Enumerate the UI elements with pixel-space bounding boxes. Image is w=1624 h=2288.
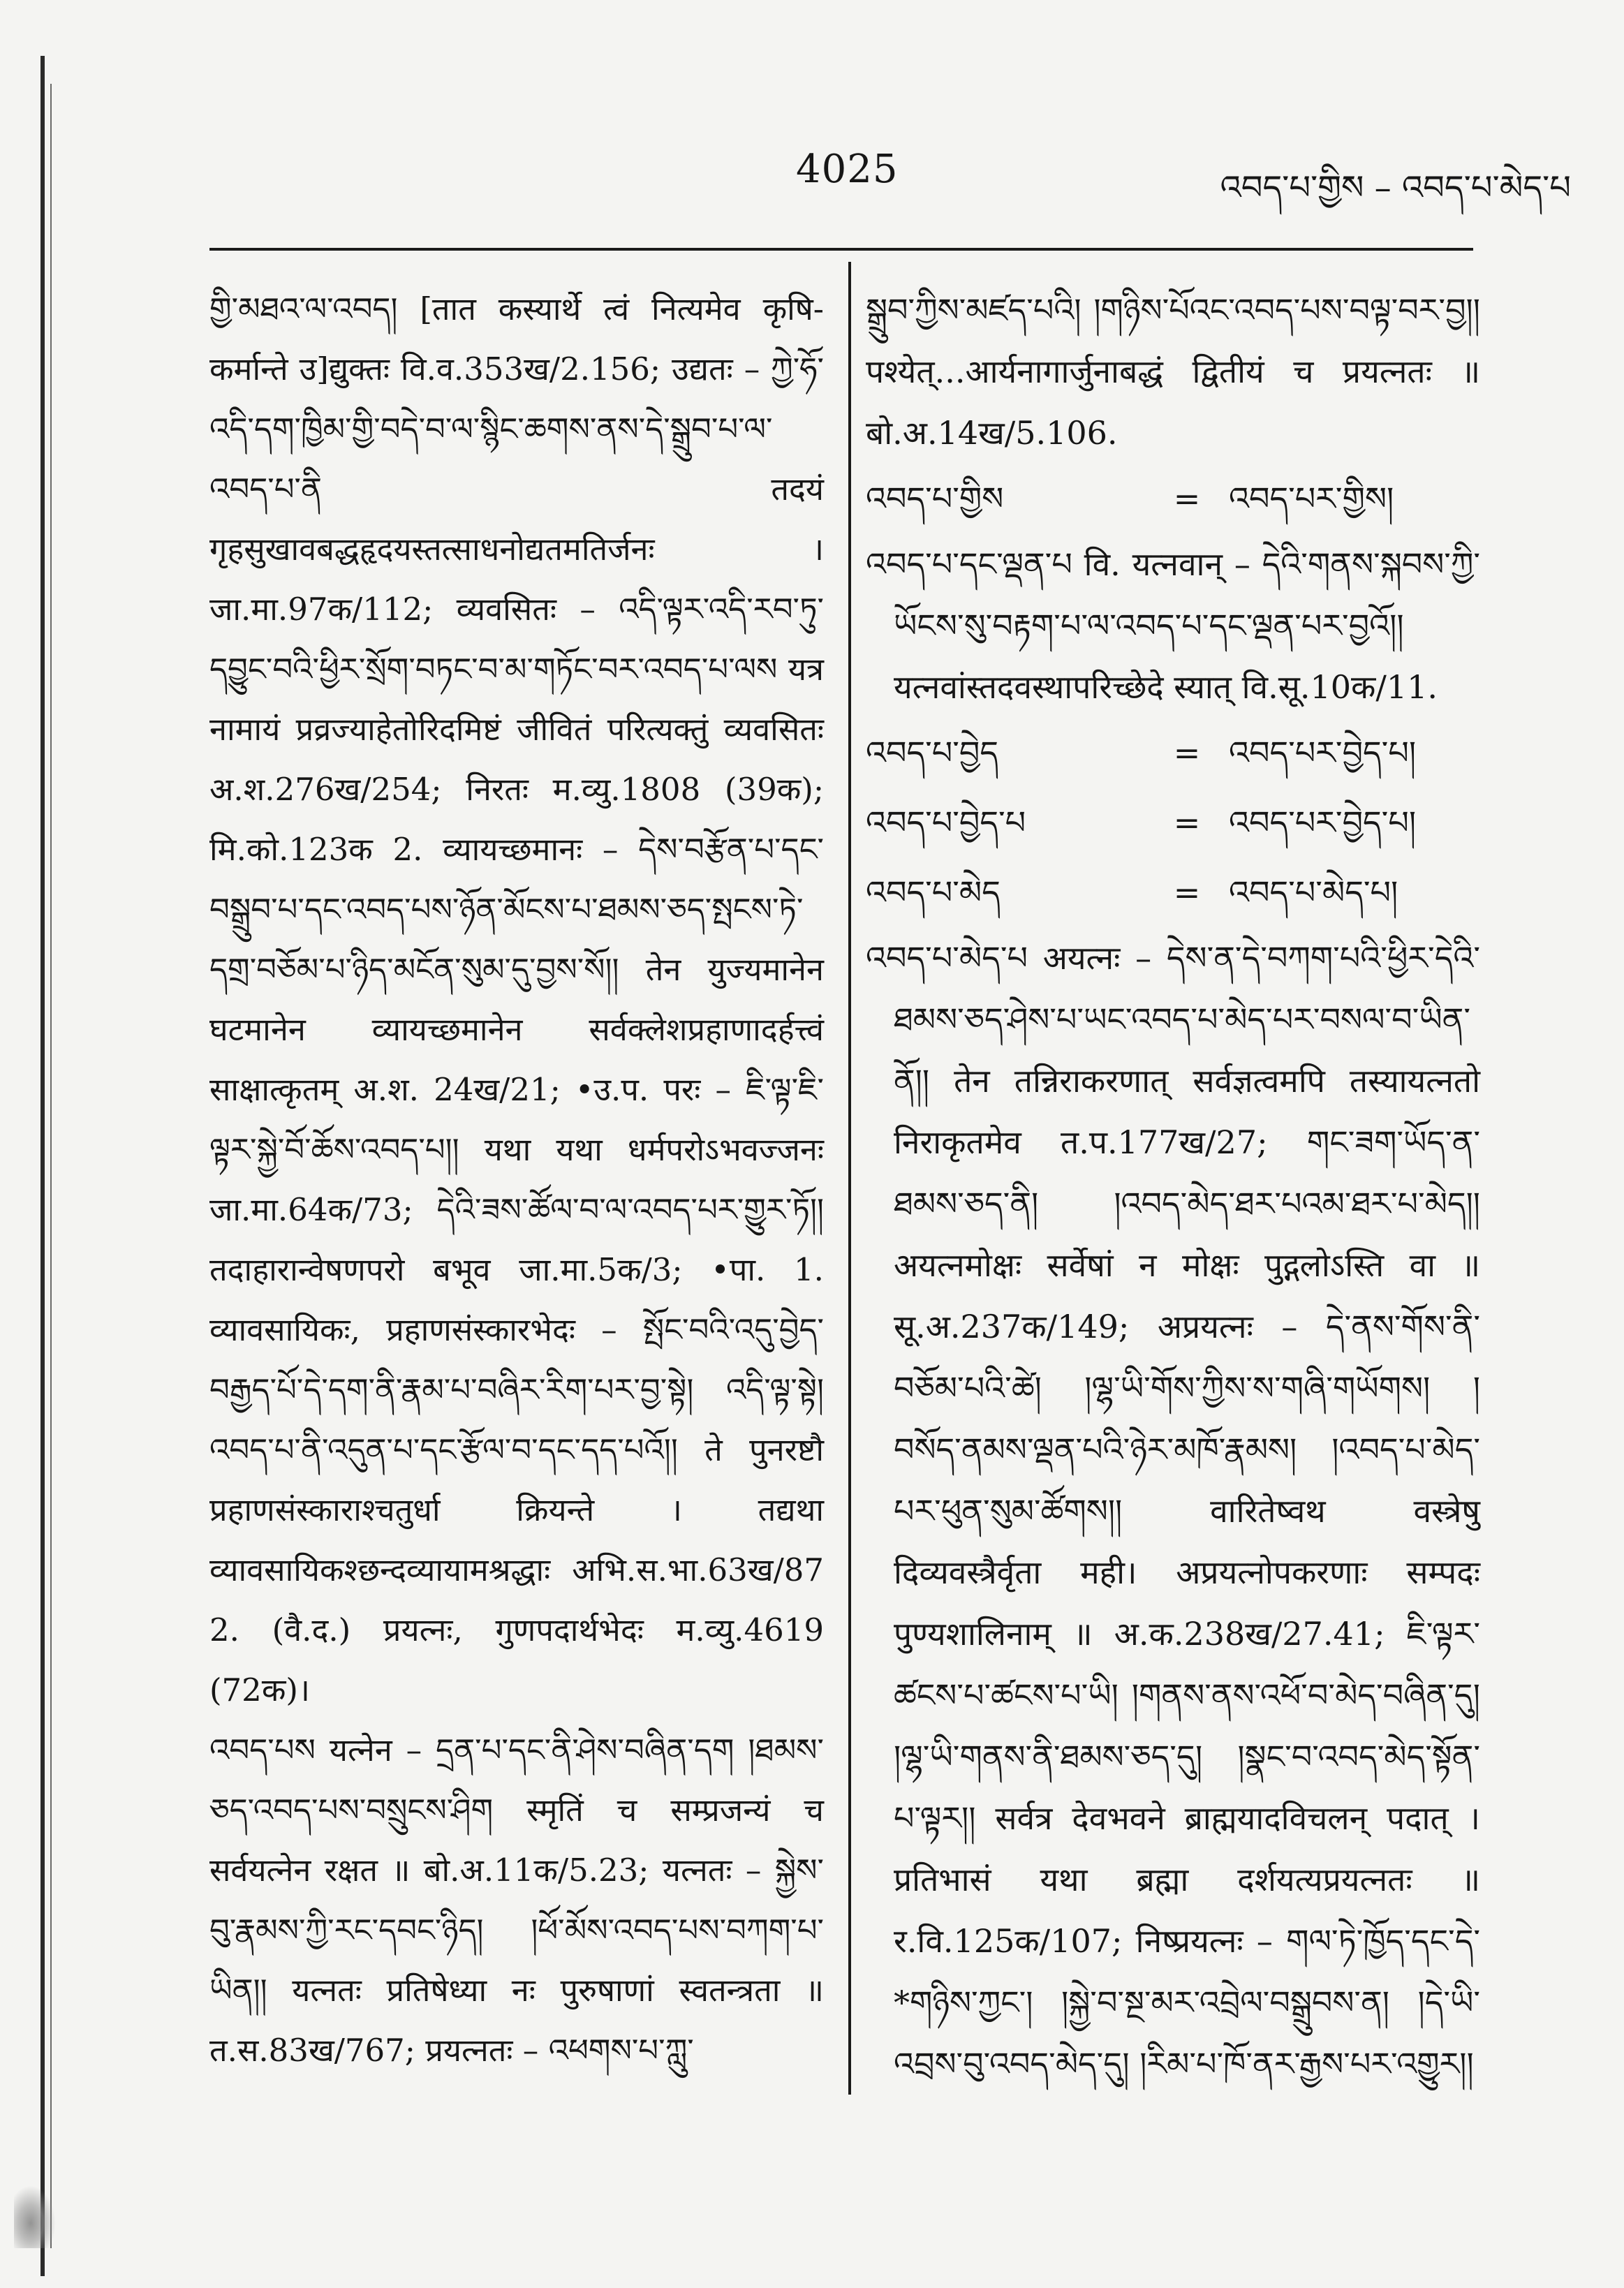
reference-target: འབད་པར་བྱེད་པ། [1229, 734, 1417, 772]
entry-continuation: སྒྲུབ་ཀྱིས་མཛད་པའི། །གཉིས་པོའང་འབད་པས་བལྟ་བར་བྱ།། पश्येत्...आर्यनागार्जुनाबद्धं द्वितीयं च प्रयत्नतः ॥ बो.अ.14ख/5.106. [866, 291, 1480, 452]
dictionary-entry-paragraph: འབད་པས यत्नेन – དྲན་པ་དང་ནི་ཤེས་བཞིན་དག །ཐམས་ཅད་འབད་པས་བསྲུངས་ཤིག स्मृतिं च सम्प्रजन्यं च सर्वयत्नेन रक्षत ॥ बो.अ.11क/5.23; यत्नतः – སྐྱེས་བུ་རྣམས་ཀྱི་རང་དབང་ཉིད། །ཕོ་མོས་འབད་པས་བཀག་པ་ཡིན།། यत्नतः प्रतिषेध्या नः पुरुषाणां स्वतन्त्रता ॥ त.स.83ख/767; प्रयत्नतः – འཕགས་པ་ཀླུ་ [209, 1732, 824, 2069]
reference-target: འབད་པར་བྱེད་པ། [1229, 804, 1417, 841]
headword: འབད་པ་བྱེད་པ [866, 804, 1026, 841]
cross-reference [866, 857, 1480, 927]
header-rule [209, 248, 1473, 251]
headword: འབད་པ་མེད [866, 873, 1001, 911]
page-binding-edge [40, 56, 45, 2276]
headword: འབད་པ་གྱིས [866, 480, 1004, 517]
headword: འབད་པ་བྱེད [866, 734, 999, 772]
column-divider [848, 262, 851, 2095]
scan-smudge [14, 2185, 56, 2248]
page-number: 4025 [796, 147, 899, 192]
page-header [0, 0, 1624, 237]
equals-sign: = [1173, 480, 1201, 517]
equals-sign: = [1173, 734, 1201, 772]
equals-sign: = [1173, 804, 1201, 841]
right-column [866, 279, 1480, 2095]
cross-reference [866, 718, 1480, 788]
dictionary-entry-paragraph: གྱི་མཐའ་ལ་འབད། [तात कस्यार्थे त्वं नित्यमेव कृषि-कर्मान्ते उ]द्युक्तः वि.व.353ख/2.156; उद्यतः – ཀྱེ་ཧོ་འདི་དག་ཁྱིམ་གྱི་བདེ་བ་ལ་སྙིང་ཆགས་ནས་དེ་སྒྲུབ་པ་ལ་འབད་པ་ནི तदयं गृहसुखावबद्धहृदयस्तत्साधनोद्यतमतिर्जनः । जा.मा.97क/112; व्यवसितः – འདི་ལྟར་འདི་རབ་ཏུ་དབྱུང་བའི་ཕྱིར་སྲོག་བཏང་བ་མ་གཏོང་བར་འབད་པ་ལས यत्र नामायं प्रव्रज्याहेतोरिदमिष्टं जीवितं परित्यक्तुं व्यवसितः अ.श.276ख/254; निरतः म.व्यु.1808 (39क); मि.को.123क 2. व्यायच्छमानः – དེས་བརྩོན་པ་དང་བསྒྲུབ་པ་དང་འབད་པས་ཉོན་མོངས་པ་ཐམས་ཅད་སྤངས་ཏེ་དགྲ་བཅོམ་པ་ཉིད་མངོན་སུམ་དུ་བྱས་སོ།། तेन युज्यमानेन घटमानेन व्यायच्छमानेन सर्वक्लेशप्रहाणादर्हत्त्वं साक्षात्कृतम् अ.श. 24ख/21; •उ.प. परः – ཇི་ལྟ་ཇི་ལྟར་སྐྱེ་བོ་ཆོས་འབད་པ།། यथा यथा धर्मपरोऽभवज्जनः जा.मा.64क/73; དེའི་ཟས་ཚོལ་བ་ལ་འབད་པར་གྱུར་ཏོ།། तदाहारान्वेषणपरो बभूव जा.मा.5क/3; •पा. 1. व्यावसायिकः, प्रहाणसंस्कारभेदः – སྤོང་བའི་འདུ་བྱེད་བརྒྱད་པོ་དེ་དག་ནི་རྣམ་པ་བཞིར་རིག་པར་བྱ་སྟེ། འདི་ལྟ་སྟེ། འབད་པ་ནི་འདུན་པ་དང་རྩོལ་བ་དང་དད་པའོ།། ते पुनरष्टौ प्रहाणसंस्काराश्चतुर्धा क्रियन्ते । तद्यथा व्यावसायिकश्छन्दव्यायामश्रद्धाः अभि.स.भा.63ख/87 2. (वै.द.) प्रयत्नः, गुणपदार्थभेदः म.व्यु.4619 (72क)। [209, 290, 824, 1708]
dictionary-entry: འབད་པ་མེད་པ अयत्नः – དེས་ན་དེ་བཀག་པའི་ཕྱིར་དེའི་ཐམས་ཅད་ཤེས་པ་ཡང་འབད་པ་མེད་པར་བསལ་བ་ཡིན་ནོ།། तेन तन्निराकरणात् सर्वज्ञत्वमपि तस्यायत्नतो निराकृतमेव त.प.177ख/27; གང་ཟག་ཡོད་ན་ཐམས་ཅད་ནི། །འབད་མེད་ཐར་པའམ་ཐར་པ་མེད།། अयत्नमोक्षः सर्वेषां न मोक्षः पुद्गलोऽस्ति वा ॥ सू.अ.237क/149; अप्रयत्नः – དེ་ནས་གོས་ནི་བཅོམ་པའི་ཚེ། །ལྷ་ཡི་གོས་ཀྱིས་ས་གཞི་གཡོགས། །བསོད་ནམས་ལྡན་པའི་ཉེར་མཁོ་རྣམས། །འབད་པ་མེད་པར་ཕུན་སུམ་ཚོགས།། वारितेष्वथ वस्त्रेषु दिव्यवस्त्रैर्वृता मही। अप्रयत्नोपकरणाः सम्पदः पुण्यशालिनाम् ॥ अ.क.238ख/27.41; ཇི་ལྟར་ཚངས་པ་ཚངས་པ་ཡི། །གནས་ནས་འཕོ་བ་མེད་བཞིན་དུ། །ལྷ་ཡི་གནས་ནི་ཐམས་ཅད་དུ། །སྣང་བ་འབད་མེད་སྟོན་པ་ལྟར།། सर्वत्र देवभवने ब्राह्मयादविचलन् पदात् । प्रतिभासं यथा ब्रह्मा दर्शयत्यप्रयत्नतः ॥ र.वि.125क/107; निष्प्रयत्नः – གལ་ཏེ་ཁྱོད་དང་དེ་*གཉིས་ཀྱང་། །སྐྱེ་བ་སྔ་མར་འབྲེལ་བསྒྲུབས་ན། །དེ་ཡི་འབྲས་བུ་འབད་མེད་དུ། །རིམ་པ་ཁོ་ནར་རྒྱས་པར་འགྱུར།། [866, 939, 1480, 2083]
reference-target: འབད་པ་མེད་པ། [1229, 873, 1398, 911]
equals-sign: = [1173, 873, 1201, 911]
reference-target: འབད་པར་གྱིས། [1229, 480, 1394, 517]
running-head: འབད་པ་གྱིས – འབད་པ་མེད་པ [1220, 168, 1571, 207]
cross-reference [866, 464, 1480, 533]
left-column [209, 279, 824, 2081]
page-binding-shadow [50, 84, 52, 2248]
cross-reference [866, 788, 1480, 857]
dictionary-entry: འབད་པ་དང་ལྡན་པ वि. यत्नवान् – དེའི་གནས་སྐབས་ཀྱི་ཡོངས་སུ་བརྟག་པ་ལ་འབད་པ་དང་ལྡན་པར་བྱའོ།། यत्नवांस्तदवस्थापरिच्छेदे स्यात् वि.सू.10क/11. [866, 545, 1480, 706]
